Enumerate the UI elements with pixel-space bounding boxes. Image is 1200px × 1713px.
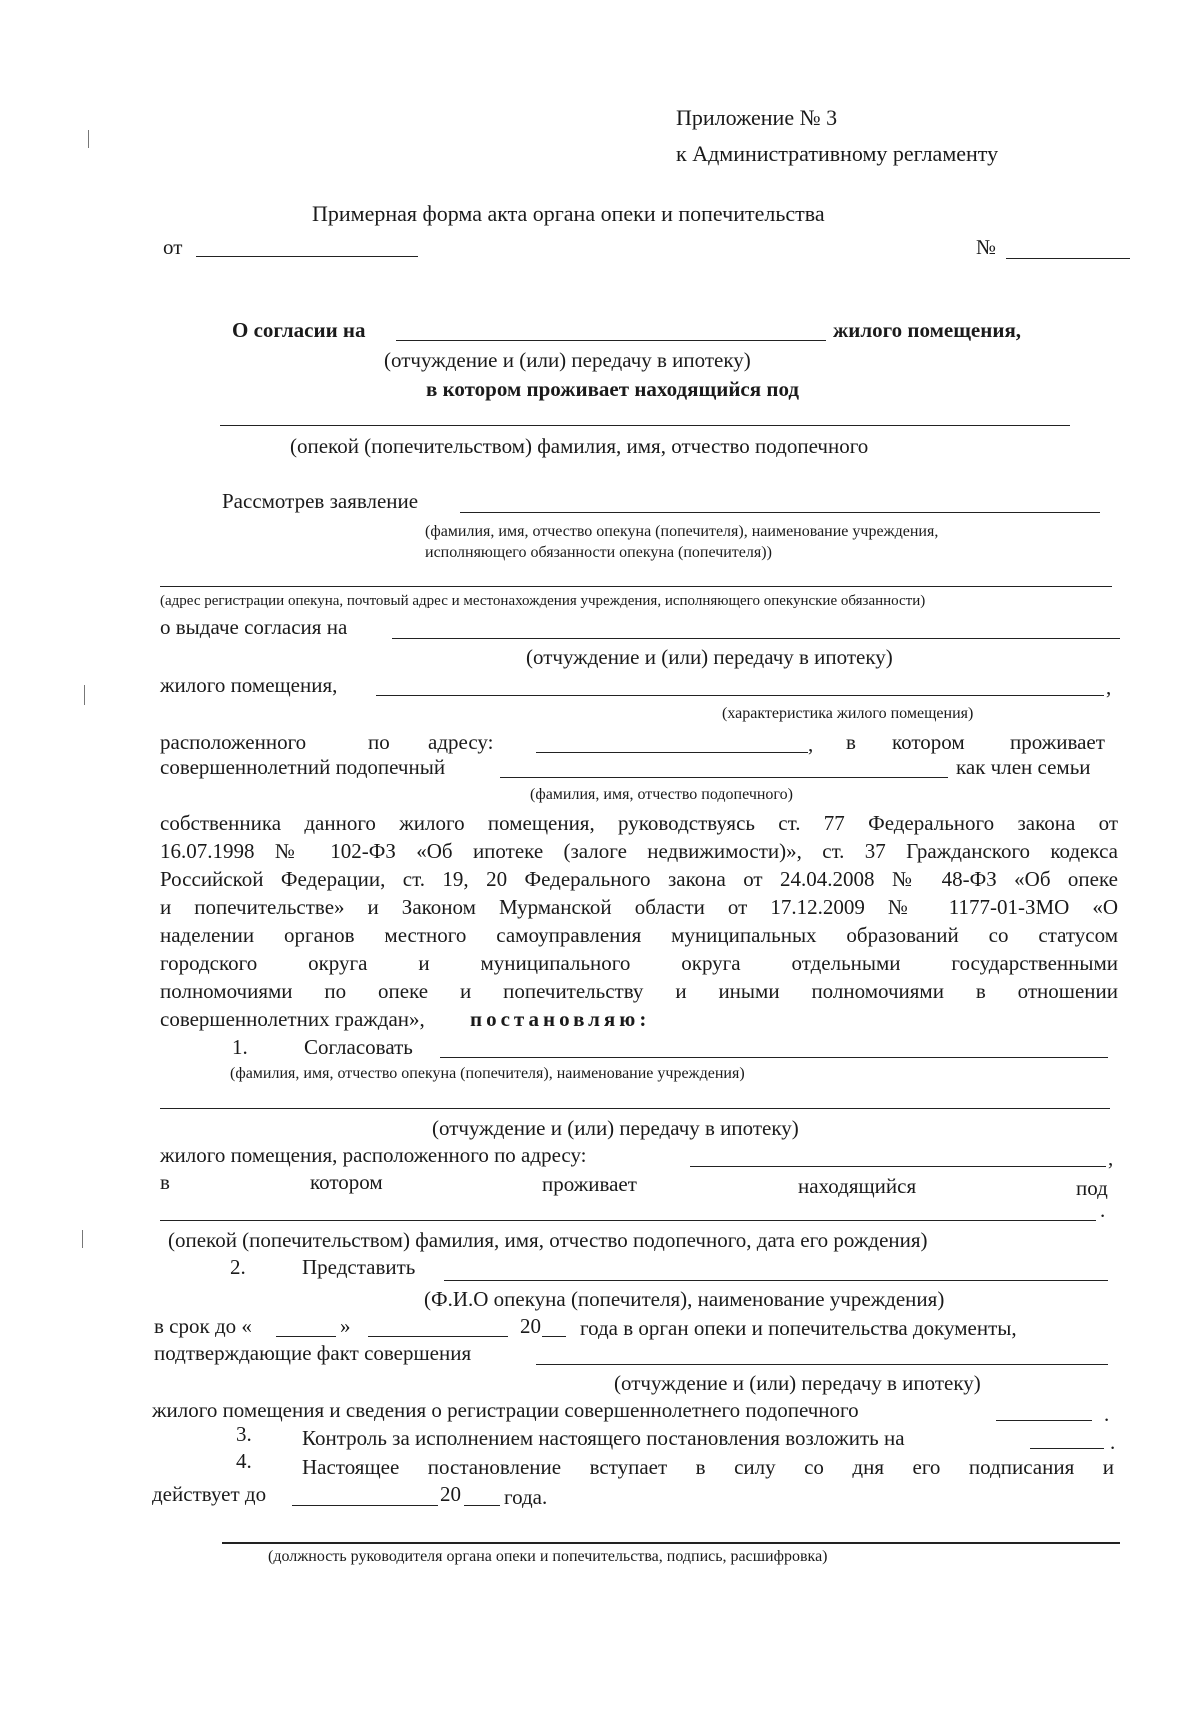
located-address-line[interactable] xyxy=(536,752,808,753)
family-member-label: как член семьи xyxy=(956,755,1091,779)
item1-label: Согласовать xyxy=(304,1035,413,1059)
item2-year-prefix: 20 xyxy=(520,1314,541,1338)
item2-guardian-line[interactable] xyxy=(444,1280,1108,1281)
item4-text: Настоящее постановление вступает в силу со дня его подписания и xyxy=(302,1455,1114,1479)
item1-word-5: под xyxy=(1076,1176,1108,1200)
item1-hint-ward-birth: (опекой (попечительством) фамилия, имя, отчество подопечного, дата его рождения) xyxy=(168,1228,928,1252)
appendix-regulation: к Административному регламенту xyxy=(676,141,999,166)
review-living-premises: жилого помещения, xyxy=(160,673,338,697)
signature-line[interactable] xyxy=(222,1542,1120,1544)
subject-resides: в котором проживает находящийся под xyxy=(426,377,799,401)
scan-margin-mark xyxy=(82,1230,83,1248)
item3-responsible-line[interactable] xyxy=(1030,1448,1104,1449)
decree-word: постановляю: xyxy=(470,1007,651,1031)
subject-hint-ward: (опекой (попечительством) фамилия, имя, отчество подопечного xyxy=(290,434,869,458)
premises-comma: , xyxy=(1106,675,1112,699)
appendix-number: Приложение № 3 xyxy=(676,105,838,130)
number-field-line[interactable] xyxy=(1006,258,1130,259)
scan-margin-mark xyxy=(84,685,85,705)
item1-ward-line[interactable] xyxy=(160,1220,1096,1221)
item1-period: . xyxy=(1100,1198,1106,1222)
item2-period: . xyxy=(1104,1402,1110,1426)
located-word-6: проживает xyxy=(1010,730,1105,754)
item2-deadline-suffix: года в орган опеки и попечительства документы, xyxy=(580,1316,1017,1340)
signature-hint: (должность руководителя органа опеки и попечительства, подпись, расшифровка) xyxy=(268,1548,828,1565)
item2-number: 2. xyxy=(230,1255,246,1279)
review-hint-characteristic: (характеристика жилого помещения) xyxy=(722,705,974,722)
item2-registration-line[interactable] xyxy=(996,1420,1092,1421)
item4-valid-until: действует до xyxy=(152,1482,267,1506)
body-line-4: и попечительстве» и Законом Мурманской области от 17.12.2009 № 1177-01-ЗМО «О xyxy=(160,895,1118,919)
item2-day-line[interactable] xyxy=(276,1336,336,1337)
item1-hint-guardian: (фамилия, имя, отчество опекуна (попечителя), наименование учреждения) xyxy=(230,1065,745,1082)
item2-deadline-quote: » xyxy=(340,1314,351,1338)
item1-guardian-line[interactable] xyxy=(440,1057,1108,1058)
item1-action-line[interactable] xyxy=(160,1108,1110,1109)
body-line-5: наделении органов местного самоуправления муниципальных образований со статусом xyxy=(160,923,1118,947)
issue-consent-label: о выдаче согласия на xyxy=(160,615,348,639)
body-line-8: совершеннолетних граждан», xyxy=(160,1007,425,1031)
located-comma: , xyxy=(808,732,814,756)
item2-deadline-prefix: в срок до « xyxy=(154,1314,252,1338)
item1-comma: , xyxy=(1108,1146,1114,1170)
item3-text: Контроль за исполнением настоящего постановления возложить на xyxy=(302,1426,905,1450)
premises-characteristic-line[interactable] xyxy=(376,695,1104,696)
subject-living-premises: жилого помещения, xyxy=(833,318,1022,342)
located-word-3: адресу: xyxy=(428,730,494,754)
item4-year-prefix: 20 xyxy=(440,1482,461,1506)
review-hint-guardian-2: исполняющего обязанности опекуна (попечителя)) xyxy=(425,544,772,561)
located-word-5: котором xyxy=(892,730,965,754)
item2-year-line[interactable] xyxy=(542,1336,566,1337)
review-hint-alienation: (отчуждение и (или) передачу в ипотеку) xyxy=(526,645,893,669)
item3-number: 3. xyxy=(236,1422,252,1446)
review-label: Рассмотрев заявление xyxy=(222,489,419,513)
item2-hint-alienation: (отчуждение и (или) передачу в ипотеку) xyxy=(614,1371,981,1395)
item2-hint-fio: (Ф.И.О опекуна (попечителя), наименование учреждения) xyxy=(424,1287,945,1311)
body-line-6: городского округа и муниципального округа отдельными государственными xyxy=(160,951,1118,975)
item4-year-line[interactable] xyxy=(464,1505,500,1506)
item2-month-line[interactable] xyxy=(368,1336,508,1337)
item1-word-3: проживает xyxy=(542,1172,637,1196)
date-field-line[interactable] xyxy=(196,256,418,257)
body-line-1: собственника данного жилого помещения, руководствуясь ст. 77 Федерального закона от xyxy=(160,811,1118,835)
item1-address-line[interactable] xyxy=(690,1166,1106,1167)
adult-ward-label: совершеннолетний подопечный xyxy=(160,755,446,779)
review-address-line[interactable] xyxy=(160,586,1112,587)
item2-confirming: подтверждающие факт совершения xyxy=(154,1341,472,1365)
located-word-2: по xyxy=(368,730,390,754)
adult-ward-line[interactable] xyxy=(500,777,948,778)
item2-action-line[interactable] xyxy=(536,1364,1108,1365)
subject-action-line[interactable] xyxy=(396,340,826,341)
review-hint-address: (адрес регистрации опекуна, почтовый адрес и местонахождения учреждения, исполняющего опекунские обязанности) xyxy=(160,593,926,609)
review-applicant-line[interactable] xyxy=(460,512,1100,513)
issue-consent-line[interactable] xyxy=(392,638,1120,639)
item4-number: 4. xyxy=(236,1449,252,1473)
review-hint-ward-name: (фамилия, имя, отчество подопечного) xyxy=(530,786,793,803)
item2-label: Представить xyxy=(302,1255,416,1279)
item1-hint-alienation: (отчуждение и (или) передачу в ипотеку) xyxy=(432,1116,799,1140)
item2-registration: жилого помещения и сведения о регистрации совершеннолетнего подопечного xyxy=(152,1398,859,1422)
subject-hint-alienation: (отчуждение и (или) передачу в ипотеку) xyxy=(384,348,751,372)
item1-word-1: в xyxy=(160,1170,170,1194)
scan-margin-mark xyxy=(88,130,89,148)
located-word-1: расположенного xyxy=(160,730,307,754)
item1-number: 1. xyxy=(232,1035,248,1059)
located-word-4: в xyxy=(846,730,856,754)
number-label: № xyxy=(976,235,997,259)
body-line-3: Российской Федерации, ст. 19, 20 Федерального закона от 24.04.2008 № 48-ФЗ «Об опеке xyxy=(160,867,1118,891)
page-title: Примерная форма акта органа опеки и попечительства xyxy=(312,201,825,226)
from-label: от xyxy=(163,235,183,259)
review-hint-guardian-1: (фамилия, имя, отчество опекуна (попечителя), наименование учреждения, xyxy=(425,523,939,540)
subject-consent-on: О согласии на xyxy=(232,318,366,342)
item3-period: . xyxy=(1110,1430,1116,1454)
item4-date-line[interactable] xyxy=(292,1505,438,1506)
item4-year-word: года. xyxy=(504,1485,548,1509)
subject-ward-line[interactable] xyxy=(220,425,1070,426)
item1-word-2: котором xyxy=(310,1170,383,1194)
body-line-2: 16.07.1998 № 102-ФЗ «Об ипотеке (залоге недвижимости)», ст. 37 Гражданского кодекса xyxy=(160,839,1118,863)
item1-premises-address: жилого помещения, расположенного по адресу: xyxy=(160,1143,587,1167)
item1-word-4: находящийся xyxy=(798,1174,917,1198)
body-line-7: полномочиями по опеке и попечительству и иными полномочиями в отношении xyxy=(160,979,1118,1003)
